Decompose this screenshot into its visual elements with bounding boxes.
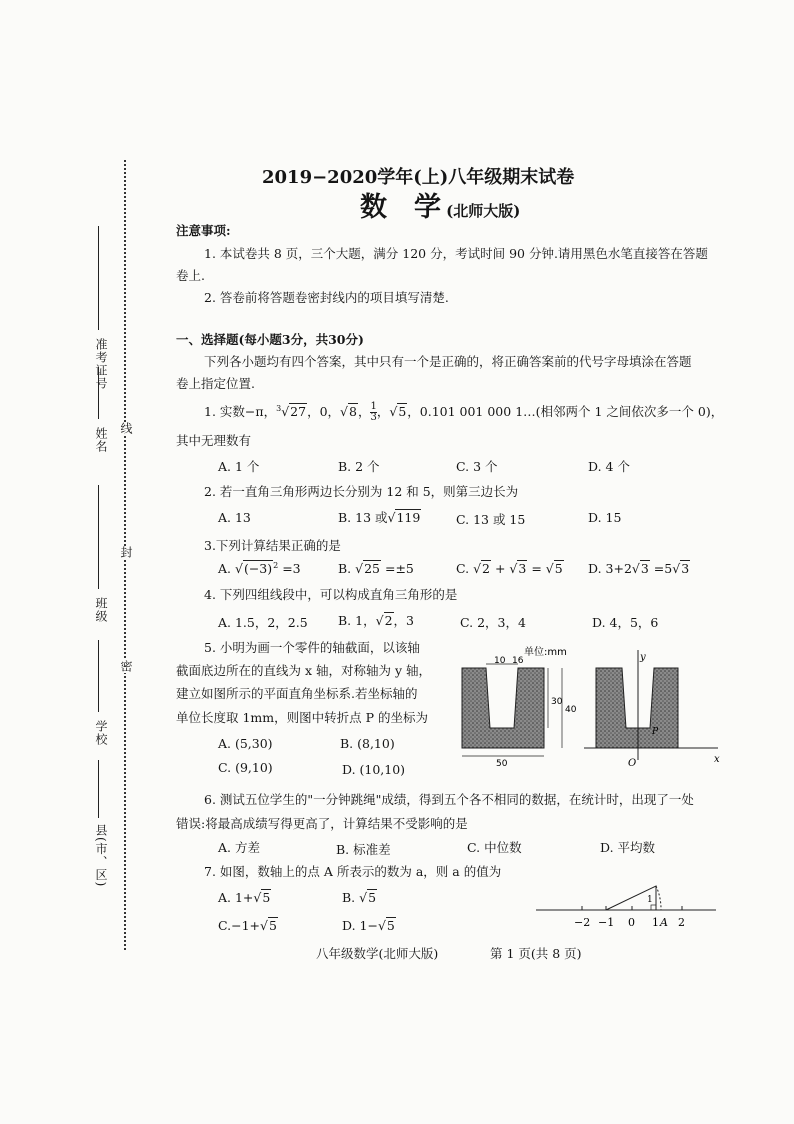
q7-number-line-figure (532, 866, 722, 932)
dim-40: 40 (565, 705, 577, 715)
notes-item1-line1: 1. 本试卷共 8 页，三个大题，满分 120 分，考试时间 90 分钟.请用黑色水笔直接答在答题 (204, 246, 708, 261)
q4-option-a: A. 1.5，2，2.5 (218, 615, 308, 630)
q3-stem: 3.下列计算结果正确的是 (204, 538, 341, 553)
q5-option-b: B. (8,10) (340, 736, 395, 751)
part-cross-section-left (462, 668, 544, 748)
label-exam-no: 准考证号 (94, 338, 108, 390)
q4-stem: 4. 下列四组线段中，可以构成直角三角形的是 (204, 587, 458, 602)
label-name: 姓名 (94, 427, 108, 453)
q2-stem: 2. 若一直角三角形两边长分别为 12 和 5，则第三边长为 (204, 484, 519, 499)
q6-option-a: A. 方差 (218, 840, 260, 855)
q6-option-d: D. 平均数 (600, 840, 656, 855)
tick-minus2: −2 (574, 916, 591, 929)
unit-label: 单位:mm (524, 647, 567, 658)
exam-no-blank (98, 226, 99, 330)
dim-10: 10 (494, 656, 506, 666)
q3-option-c: C. √2 + √3 = √5 (456, 561, 563, 576)
triangle-leg-label: 1 (647, 895, 653, 905)
label-class: 班级 (94, 597, 108, 623)
origin-label: O (628, 758, 637, 769)
seal-word-xian: 线 (119, 422, 133, 435)
q5-line2: 截面底边所在的直线为 x 轴，对称轴为 y 轴， (176, 663, 432, 678)
tick-minus1: −1 (598, 916, 615, 929)
q4-option-c: C. 2，3，4 (460, 615, 526, 630)
q1-stem: 1. 实数−π，$^3$√27，0，√8， $\frac{1}{3}$ ，√5，0.101 001 000 1…(相邻两个 1 之间依次多一个 0)， (204, 401, 724, 423)
q3-option-b: B. √25 =±5 (338, 561, 414, 576)
dim-16: 16 (512, 656, 524, 666)
q6-option-c: C. 中位数 (467, 840, 522, 855)
school-blank (98, 640, 99, 712)
point-a-label: A (660, 916, 668, 929)
footer-subject: 八年级数学(北师大版) (316, 946, 439, 961)
q1-option-c: C. 3 个 (456, 459, 498, 474)
q2-option-b: B. 13 或√119 (338, 510, 421, 525)
footer-page-number: 第 1 页(共 8 页) (490, 946, 582, 961)
section1-intro-line1: 下列各小题均有四个答案，其中只有一个是正确的，将正确答案前的代号字母填涂在答题 (204, 354, 692, 369)
subject-title: 数 学 (北师大版) (360, 192, 521, 223)
dim-30: 30 (551, 697, 563, 707)
part-cross-section-right (596, 668, 678, 748)
county-blank (98, 760, 99, 818)
q1-option-a: A. 1 个 (218, 459, 260, 474)
q5-line3: 建立如图所示的平面直角坐标系.若坐标轴的 (176, 686, 418, 701)
q7-option-a: A. 1+√5 (218, 890, 271, 905)
section1-heading: 一、选择题(每小题3分，共30分) (176, 332, 364, 347)
q6-line1: 6. 测试五位学生的"一分钟跳绳"成绩，得到五个各不相同的数据，在统计时，出现了一处 (204, 792, 694, 807)
dim-50: 50 (496, 759, 508, 769)
seal-word-mi: 密 (119, 660, 133, 673)
name-blank (98, 367, 99, 419)
exam-title: 2019−2020学年(上)八年级期末试卷 (262, 167, 575, 188)
q7-option-b: B. √5 (342, 890, 377, 905)
q7-option-c: C.−1+√5 (218, 918, 277, 933)
notes-item1-line2: 卷上. (176, 268, 205, 283)
point-p-label: P (652, 727, 659, 737)
q2-option-c: C. 13 或 15 (456, 512, 526, 527)
q6-line2: 错误:将最高成绩写得更高了，计算结果不受影响的是 (176, 816, 468, 831)
q5-option-a: A. (5,30) (218, 736, 273, 751)
class-blank (98, 485, 99, 589)
q5-option-c: C. (9,10) (218, 760, 273, 775)
y-axis-label: y (640, 652, 646, 663)
x-axis-label: x (714, 754, 720, 765)
tick-2: 2 (678, 916, 685, 929)
tick-1: 1 (652, 916, 659, 929)
q5-part-figure (452, 642, 724, 774)
q1-option-b: B. 2 个 (338, 459, 380, 474)
seal-word-feng: 封 (119, 546, 133, 559)
q1-option-d: D. 4 个 (588, 459, 630, 474)
q5-line1: 5. 小明为画一个零件的轴截面，以该轴 (204, 640, 420, 655)
q4-option-d: D. 4，5，6 (592, 615, 659, 630)
q7-stem: 7. 如图，数轴上的点 A 所表示的数为 a，则 a 的值为 (204, 864, 502, 879)
q2-option-d: D. 15 (588, 510, 622, 525)
q6-option-b: B. 标准差 (336, 842, 391, 857)
notes-heading: 注意事项: (176, 223, 231, 238)
q1-stem-line2: 其中无理数有 (176, 433, 252, 448)
q3-option-a: A. $√(-3)^2 =3$ (218, 561, 301, 577)
q3-option-d: D. 3+2√3 =5√3 (588, 561, 690, 576)
section1-intro-line2: 卷上指定位置. (176, 376, 255, 391)
q5-line4: 单位长度取 1mm，则图中转折点 P 的坐标为 (176, 710, 428, 725)
q4-option-b: B. 1，√2，3 (338, 613, 414, 628)
compass-arc (656, 886, 661, 910)
notes-item2: 2. 答卷前将答题卷密封线内的项目填写清楚. (204, 290, 449, 305)
label-school: 学校 (94, 720, 108, 746)
edition-label: (北师大版) (446, 202, 521, 220)
q5-option-d: D. (10,10) (342, 762, 406, 777)
label-county: 县(市、区) (94, 824, 108, 888)
tick-0: 0 (628, 916, 635, 929)
q2-option-a: A. 13 (218, 510, 251, 525)
q7-option-d: D. 1−√5 (342, 918, 395, 933)
